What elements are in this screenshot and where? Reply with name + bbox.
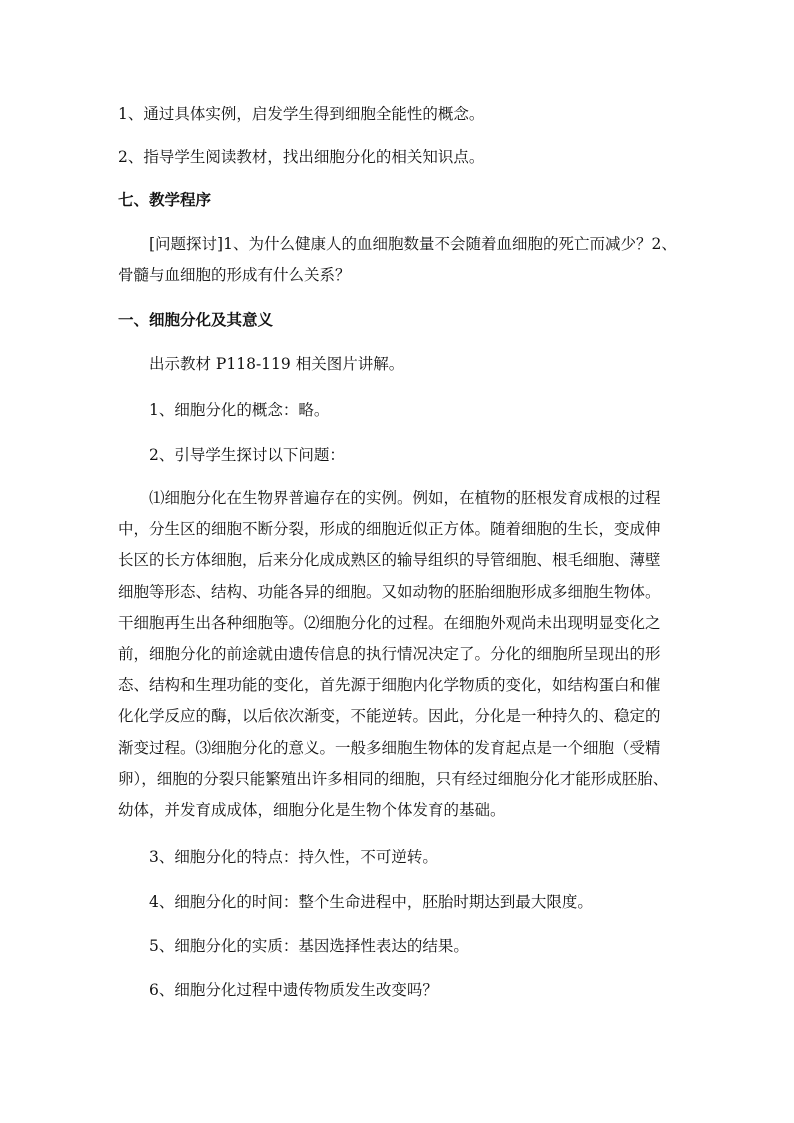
discussion-line-2: 骨髓与血细胞的形成有什么关系？ xyxy=(118,266,351,284)
point-1: 1、细胞分化的概念：略。 xyxy=(149,401,330,419)
body-line: 长区的长方体细胞，后来分化成成熟区的输导组织的导管细胞、根毛细胞、薄壁 xyxy=(118,551,661,570)
body-line: 幼体，并发育成成体，细胞分化是生物个体发育的基础。 xyxy=(118,801,506,820)
body-line: 化化学反应的酶，以后依次渐变，不能逆转。因此，分化是一种持久的、稳定的 xyxy=(118,707,661,726)
point-6: 6、细胞分化过程中遗传物质发生改变吗？ xyxy=(149,981,438,999)
body-line: 前，细胞分化的前途就由遗传信息的执行情况决定了。分化的细胞所呈现出的形 xyxy=(118,645,661,664)
body-line: 细胞等形态、结构、功能各异的细胞。又如动物的胚胎细胞形成多细胞生物体。 xyxy=(118,582,661,601)
body-line: 中，分生区的细胞不断分裂，形成的细胞近似正方体。随着细胞的生长，变成伸 xyxy=(118,520,661,539)
discussion-body-paragraph xyxy=(118,483,676,826)
point-3: 3、细胞分化的特点：持久性，不可逆转。 xyxy=(149,848,438,866)
objective-item-1: 1、通过具体实例，启发学生得到细胞全能性的概念。 xyxy=(118,105,485,123)
objective-item-2: 2、指导学生阅读教材，找出细胞分化的相关知识点。 xyxy=(118,148,485,166)
body-line: 态、结构和生理功能的变化，首先源于细胞内化学物质的变化，如结构蛋白和催 xyxy=(118,676,661,695)
body-line: 渐变过程。⑶细胞分化的意义。一般多细胞生物体的发育起点是一个细胞（受精 xyxy=(118,738,661,757)
body-line: 干细胞再生出各种细胞等。⑵细胞分化的过程。在细胞外观尚未出现明显变化之 xyxy=(118,613,661,632)
discussion-line-1: [问题探讨]1、为什么健康人的血细胞数量不会随着血细胞的死亡而减少？2、 xyxy=(149,235,677,253)
section-heading-teaching-procedure: 七、教学程序 xyxy=(118,191,212,209)
intro-text: 出示教材 P118-119 相关图片讲解。 xyxy=(149,355,405,373)
body-line: ⑴细胞分化在生物界普遍存在的实例。例如，在植物的胚根发育成根的过程 xyxy=(149,489,661,507)
point-4: 4、细胞分化的时间：整个生命进程中，胚胎时期达到最大限度。 xyxy=(149,893,593,911)
body-line: 卵），细胞的分裂只能繁殖出许多相同的细胞，只有经过细胞分化才能形成胚胎、 xyxy=(118,769,669,788)
point-5: 5、细胞分化的实质：基因选择性表达的结果。 xyxy=(149,937,469,955)
section-heading-cell-differentiation: 一、细胞分化及其意义 xyxy=(118,311,274,329)
point-2: 2、引导学生探讨以下问题： xyxy=(149,446,345,464)
